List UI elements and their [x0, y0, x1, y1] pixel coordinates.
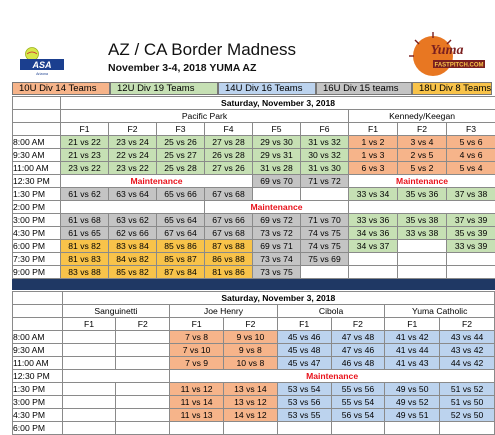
game-cell [385, 422, 440, 435]
game-cell: 69 vs 71 [253, 240, 301, 253]
schedule-table-saturday-1 [12, 96, 495, 279]
game-cell: 5 vs 6 [447, 136, 495, 149]
game-cell: 33 vs 39 [447, 240, 495, 253]
game-cell: 83 vs 88 [61, 266, 109, 279]
game-cell: 69 vs 70 [253, 175, 301, 188]
time-slot: 6:00 PM [13, 422, 63, 435]
game-cell: 35 vs 39 [447, 227, 495, 240]
yuma-logo-text: Yuma [431, 43, 464, 58]
game-cell: 63 vs 64 [109, 188, 157, 201]
game-cell: 85 vs 82 [109, 266, 157, 279]
game-cell: 5 vs 4 [447, 162, 495, 175]
empty-cell [61, 201, 205, 214]
game-cell [398, 253, 447, 266]
table-row [13, 409, 495, 422]
time-slot: 9:30 AM [13, 344, 63, 357]
time-slot: 11:00 AM [13, 357, 63, 370]
game-cell: 67 vs 68 [205, 188, 253, 201]
game-cell: 67 vs 68 [205, 227, 253, 240]
game-cell [398, 240, 447, 253]
game-cell [253, 188, 301, 201]
game-cell [301, 266, 349, 279]
game-cell [62, 357, 116, 370]
game-cell: 35 vs 38 [398, 214, 447, 227]
game-cell: 31 vs 32 [301, 136, 349, 149]
game-cell: 74 vs 75 [301, 240, 349, 253]
game-cell: 25 vs 26 [157, 136, 205, 149]
field-label: F5 [253, 123, 301, 136]
game-cell: 65 vs 66 [157, 188, 205, 201]
game-cell: 44 vs 42 [440, 357, 495, 370]
field-label: F2 [440, 318, 495, 331]
time-slot: 4:30 PM [13, 409, 63, 422]
game-cell: 41 vs 43 [385, 357, 440, 370]
time-slot: 9:00 PM [13, 266, 61, 279]
game-cell [62, 331, 116, 344]
time-slot: 4:30 PM [13, 227, 61, 240]
time-slot: 12:30 PM [13, 175, 61, 188]
legend-18u: 18U Div 8 Teams [412, 82, 492, 95]
game-cell: 45 vs 47 [277, 357, 331, 370]
game-cell: 31 vs 30 [301, 162, 349, 175]
game-cell: 86 vs 88 [205, 253, 253, 266]
blank-cell [13, 97, 61, 110]
game-cell: 7 vs 10 [170, 344, 224, 357]
table-row [13, 149, 495, 162]
game-cell: 37 vs 39 [447, 214, 495, 227]
game-cell: 49 vs 52 [385, 396, 440, 409]
game-cell: 83 vs 84 [109, 240, 157, 253]
game-cell: 33 vs 36 [349, 214, 398, 227]
park-name: Pacific Park [61, 110, 349, 123]
game-cell: 6 vs 3 [349, 162, 398, 175]
time-slot: 1:30 PM [13, 188, 61, 201]
table-row [13, 136, 495, 149]
game-cell: 21 vs 22 [61, 136, 109, 149]
game-cell: 14 vs 12 [223, 409, 277, 422]
game-cell: 69 vs 72 [253, 214, 301, 227]
time-slot: 3:00 PM [13, 396, 63, 409]
table-row [13, 214, 495, 227]
field-label: F1 [277, 318, 331, 331]
table-row [13, 201, 495, 214]
game-cell [447, 253, 495, 266]
field-label: F1 [61, 123, 109, 136]
game-cell: 67 vs 66 [205, 214, 253, 227]
game-cell [116, 422, 170, 435]
game-cell: 33 vs 38 [398, 227, 447, 240]
park-name: Kennedy/Keegan [349, 110, 495, 123]
game-cell: 13 vs 12 [223, 396, 277, 409]
game-cell: 4 vs 6 [447, 149, 495, 162]
table-row [13, 266, 495, 279]
game-cell: 52 vs 50 [440, 409, 495, 422]
legend-16u: 16U Div 15 teams [316, 82, 412, 95]
yuma-fastpitch-logo [403, 30, 487, 80]
game-cell [349, 253, 398, 266]
field-label: F2 [116, 318, 170, 331]
blank-cell [13, 110, 61, 123]
time-slot: 9:30 AM [13, 149, 61, 162]
table-row [13, 162, 495, 175]
field-label: F2 [109, 123, 157, 136]
field-label: F1 [62, 318, 116, 331]
field-label: F4 [205, 123, 253, 136]
game-cell: 23 vs 24 [109, 136, 157, 149]
game-cell: 49 vs 50 [385, 383, 440, 396]
game-cell: 55 vs 56 [331, 383, 385, 396]
game-cell: 45 vs 48 [277, 344, 331, 357]
time-slot: 2:00 PM [13, 201, 61, 214]
game-cell: 34 vs 36 [349, 227, 398, 240]
game-cell [447, 266, 495, 279]
game-cell: 10 vs 8 [223, 357, 277, 370]
maintenance-label: Maintenance [61, 175, 253, 188]
game-cell [440, 422, 495, 435]
game-cell [223, 422, 277, 435]
game-cell: 3 vs 4 [398, 136, 447, 149]
game-cell: 47 vs 46 [331, 344, 385, 357]
table-row [13, 370, 495, 383]
game-cell [349, 266, 398, 279]
table-row [13, 383, 495, 396]
blank-cell [13, 292, 63, 305]
blank-cell [13, 123, 61, 136]
maintenance-label: Maintenance [205, 201, 349, 214]
park-name: Yuma Catholic [385, 305, 495, 318]
game-cell [62, 344, 116, 357]
game-cell: 7 vs 9 [170, 357, 224, 370]
game-cell: 63 vs 62 [109, 214, 157, 227]
division-legend [12, 82, 492, 95]
blank-cell [13, 305, 63, 318]
game-cell: 51 vs 52 [440, 383, 495, 396]
asa-logo-sub: Arizona [36, 72, 48, 76]
game-cell: 51 vs 50 [440, 396, 495, 409]
schedule-table-saturday-2 [12, 291, 495, 435]
time-slot: 8:00 AM [13, 331, 63, 344]
game-cell: 61 vs 68 [61, 214, 109, 227]
game-cell: 7 vs 8 [170, 331, 224, 344]
game-cell: 47 vs 48 [331, 331, 385, 344]
game-cell: 34 vs 37 [349, 240, 398, 253]
game-cell: 53 vs 55 [277, 409, 331, 422]
game-cell: 9 vs 8 [223, 344, 277, 357]
field-label: F1 [170, 318, 224, 331]
game-cell [62, 396, 116, 409]
game-cell [277, 422, 331, 435]
game-cell: 49 vs 51 [385, 409, 440, 422]
table-row [13, 331, 495, 344]
game-cell: 56 vs 54 [331, 409, 385, 422]
game-cell: 46 vs 48 [331, 357, 385, 370]
field-label: F3 [447, 123, 495, 136]
game-cell: 11 vs 12 [170, 383, 224, 396]
day-header: Saturday, November 3, 2018 [62, 292, 494, 305]
table-row [13, 240, 495, 253]
legend-10u: 10U Div 14 Teams [12, 82, 110, 95]
game-cell: 85 vs 86 [157, 240, 205, 253]
game-cell: 53 vs 54 [277, 383, 331, 396]
game-cell: 73 vs 75 [253, 266, 301, 279]
field-label: F1 [349, 123, 398, 136]
game-cell: 53 vs 56 [277, 396, 331, 409]
game-cell: 2 vs 5 [398, 149, 447, 162]
game-cell: 31 vs 28 [253, 162, 301, 175]
game-cell: 84 vs 82 [109, 253, 157, 266]
game-cell: 9 vs 10 [223, 331, 277, 344]
game-cell: 43 vs 44 [440, 331, 495, 344]
game-cell: 73 vs 74 [253, 253, 301, 266]
game-cell: 25 vs 27 [157, 149, 205, 162]
game-cell: 33 vs 34 [349, 188, 398, 201]
day-header: Saturday, November 3, 2018 [61, 97, 495, 110]
game-cell: 73 vs 72 [253, 227, 301, 240]
time-slot: 12:30 PM [13, 370, 63, 383]
game-cell [62, 383, 116, 396]
asa-logo [18, 46, 66, 76]
time-slot: 1:30 PM [13, 383, 63, 396]
legend-12u: 12U Div 19 Teams [110, 82, 218, 95]
game-cell: 25 vs 28 [157, 162, 205, 175]
game-cell: 45 vs 46 [277, 331, 331, 344]
game-cell: 5 vs 2 [398, 162, 447, 175]
game-cell: 21 vs 23 [61, 149, 109, 162]
time-slot: 3:00 PM [13, 214, 61, 227]
table-row [13, 253, 495, 266]
field-label: F3 [157, 123, 205, 136]
park-name: Joe Henry [170, 305, 278, 318]
game-cell: 61 vs 65 [61, 227, 109, 240]
empty-cell [349, 201, 495, 214]
maintenance-label: Maintenance [349, 175, 495, 188]
game-cell: 87 vs 88 [205, 240, 253, 253]
game-cell: 37 vs 38 [447, 188, 495, 201]
game-cell: 81 vs 86 [205, 266, 253, 279]
game-cell: 74 vs 75 [301, 227, 349, 240]
game-cell: 67 vs 64 [157, 227, 205, 240]
game-cell [116, 396, 170, 409]
game-cell [62, 422, 116, 435]
field-label: F6 [301, 123, 349, 136]
field-label: F1 [385, 318, 440, 331]
game-cell: 27 vs 26 [205, 162, 253, 175]
table-row [13, 344, 495, 357]
game-cell: 81 vs 83 [61, 253, 109, 266]
time-slot: 11:00 AM [13, 162, 61, 175]
game-cell: 29 vs 30 [253, 136, 301, 149]
table-row [13, 188, 495, 201]
game-cell: 71 vs 72 [301, 175, 349, 188]
game-cell: 75 vs 69 [301, 253, 349, 266]
game-cell: 27 vs 28 [205, 136, 253, 149]
game-cell: 35 vs 36 [398, 188, 447, 201]
time-slot: 8:00 AM [13, 136, 61, 149]
game-cell [116, 409, 170, 422]
game-cell: 61 vs 62 [61, 188, 109, 201]
table-row [13, 396, 495, 409]
game-cell: 43 vs 42 [440, 344, 495, 357]
game-cell: 22 vs 24 [109, 149, 157, 162]
table-row [13, 227, 495, 240]
game-cell [170, 422, 224, 435]
game-cell: 41 vs 42 [385, 331, 440, 344]
game-cell: 13 vs 14 [223, 383, 277, 396]
game-cell: 1 vs 3 [349, 149, 398, 162]
game-cell: 85 vs 87 [157, 253, 205, 266]
table-row [13, 422, 495, 435]
game-cell: 62 vs 66 [109, 227, 157, 240]
game-cell: 55 vs 54 [331, 396, 385, 409]
game-cell [116, 344, 170, 357]
game-cell: 23 vs 22 [61, 162, 109, 175]
game-cell: 87 vs 84 [157, 266, 205, 279]
game-cell [116, 357, 170, 370]
game-cell: 30 vs 32 [301, 149, 349, 162]
park-name: Sanguinetti [62, 305, 170, 318]
game-cell: 11 vs 13 [170, 409, 224, 422]
field-label: F2 [331, 318, 385, 331]
table-row [13, 175, 495, 188]
game-cell: 29 vs 31 [253, 149, 301, 162]
legend-14u: 14U Div 16 Teams [218, 82, 316, 95]
page-subtitle: November 3-4, 2018 YUMA AZ [108, 62, 256, 74]
game-cell: 65 vs 64 [157, 214, 205, 227]
page-title: AZ / CA Border Madness [108, 40, 296, 60]
table-row [13, 357, 495, 370]
asa-logo-text: ASA [31, 60, 51, 70]
game-cell: 41 vs 44 [385, 344, 440, 357]
game-cell [331, 422, 385, 435]
game-cell: 81 vs 82 [61, 240, 109, 253]
game-cell [62, 409, 116, 422]
time-slot: 7:30 PM [13, 253, 61, 266]
game-cell: 11 vs 14 [170, 396, 224, 409]
game-cell: 23 vs 22 [109, 162, 157, 175]
field-label: F2 [398, 123, 447, 136]
section-divider [12, 279, 495, 290]
game-cell [116, 383, 170, 396]
game-cell [301, 188, 349, 201]
game-cell: 26 vs 28 [205, 149, 253, 162]
blank-cell [13, 318, 63, 331]
park-name: Cibola [277, 305, 385, 318]
field-label: F2 [223, 318, 277, 331]
game-cell [116, 331, 170, 344]
game-cell: 71 vs 70 [301, 214, 349, 227]
yuma-logo-sub: FASTPITCH.COM [435, 63, 484, 69]
empty-cell [62, 370, 170, 383]
game-cell [398, 266, 447, 279]
maintenance-label: Maintenance [170, 370, 495, 383]
time-slot: 6:00 PM [13, 240, 61, 253]
game-cell: 1 vs 2 [349, 136, 398, 149]
